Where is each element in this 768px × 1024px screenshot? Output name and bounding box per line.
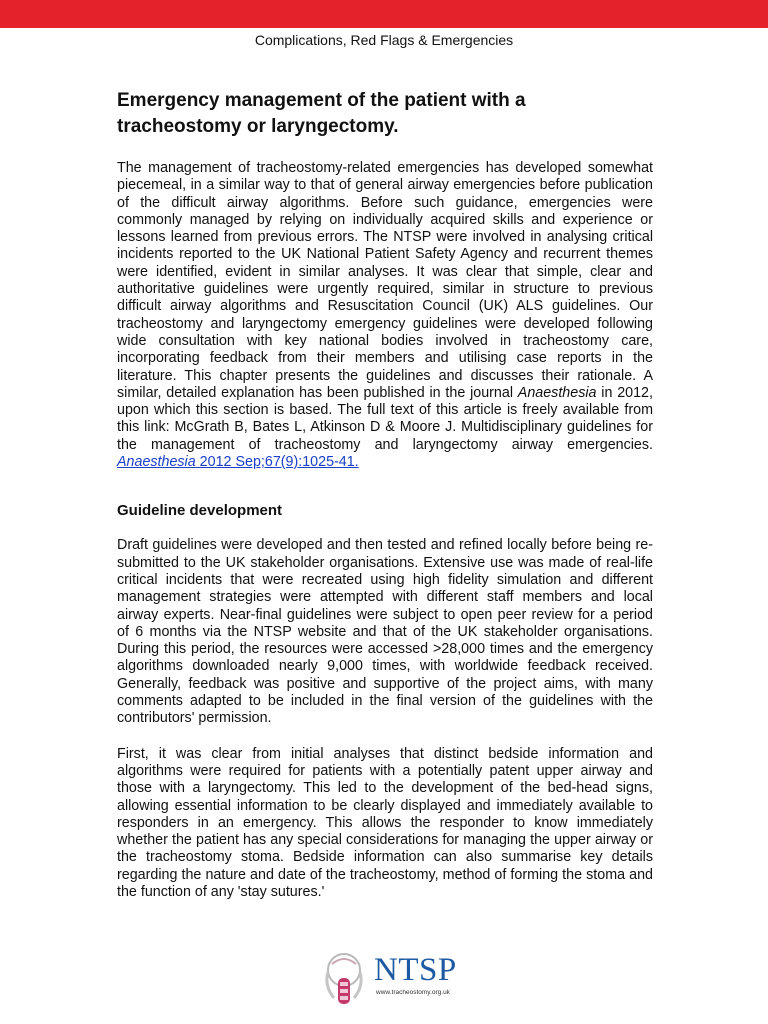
logo-text: NTSP	[374, 952, 457, 988]
section-heading: Guideline development	[117, 502, 283, 520]
section-paragraph-2: First, it was clear from initial analyses that distinct bedside information and algorithms were required for patients with a potentially patent upper airway and those with a laryngectomy. This led to the development of the bed-head signs, allowing essential information to be clearly displayed and immediately available to responders in an emergency. This allows the responder to know immediately whether the patient has any special considerations for managing the upper airway or the tracheostomy stoma. Bedside information can also summarise key details regarding the nature and date of the tracheostomy, method of forming the stoma and the function of any 'stay sutures.'	[117, 745, 653, 900]
tracheostomy-emblem-icon	[318, 950, 370, 1012]
intro-text: The management of tracheostomy-related emergencies has developed somewhat piecemeal, in a similar way to that of general airway emergencies before publication of the difficult airway algorithms. Before such guidance, emergencies were commonly managed by relying on individually acquired skills and experience or lessons learned from previous errors. The NTSP were involved in analysing critical incidents reported to the UK National Patient Safety Agency and recurrent themes were identified, evident in similar analyses. It was clear that simple, clear and authoritative guidelines were urgently required, similar in structure to previous difficult airway algorithms and Resuscitation Council (UK) ALS guidelines. Our tracheostomy and laryngectomy emergency guidelines were developed following wide consultation with key national bodies involved in tracheostomy care, incorporating feedback from their members and utilising case reports in the literature. This chapter presents the guidelines and discusses their rationale. A similar, detailed explanation has been published in the journal	[117, 160, 653, 401]
article-link-citation: 2012 Sep;67(9):1025-41.	[195, 454, 359, 471]
intro-paragraph	[117, 160, 653, 471]
article-link-journal: Anaesthesia	[117, 454, 196, 471]
intro-text-continued: in 2012, upon which this section is based. The full text of this article is freely available from this link: McGrath B, Bates L, Atkinson D & Moore J. Multidisciplinary guidelines for the management of tracheostomy and laryngectomy airway emergencies.	[117, 384, 653, 453]
section-paragraph-1: Draft guidelines were developed and then tested and refined locally before being re-submitted to the UK stakeholder organisations. Extensive use was made of real-life critical incidents that were recreated using high fidelity simulation and different management strategies were attempted with different staff members and local airway experts. Near-final guidelines were subject to open peer review for a period of 6 months via the NTSP website and that of the UK stakeholder organisations. During this period, the resources were accessed >28,000 times and the emergency algorithms downloaded nearly 9,000 times, with worldwide feedback received. Generally, feedback was positive and supportive of the project aims, with many comments adapted to be included in the final version of the guidelines with the contributors' permission.	[117, 537, 653, 727]
ntsp-logo	[318, 950, 468, 1012]
journal-name: Anaesthesia	[517, 384, 597, 401]
main-content	[117, 88, 653, 901]
top-red-bar	[0, 0, 768, 28]
running-header: Complications, Red Flags & Emergencies	[254, 32, 514, 48]
article-link[interactable]	[117, 454, 359, 470]
logo-url: www.tracheostomy.org.uk	[376, 989, 450, 996]
page-title: Emergency management of the patient with a tracheostomy or laryngectomy.	[117, 90, 526, 137]
